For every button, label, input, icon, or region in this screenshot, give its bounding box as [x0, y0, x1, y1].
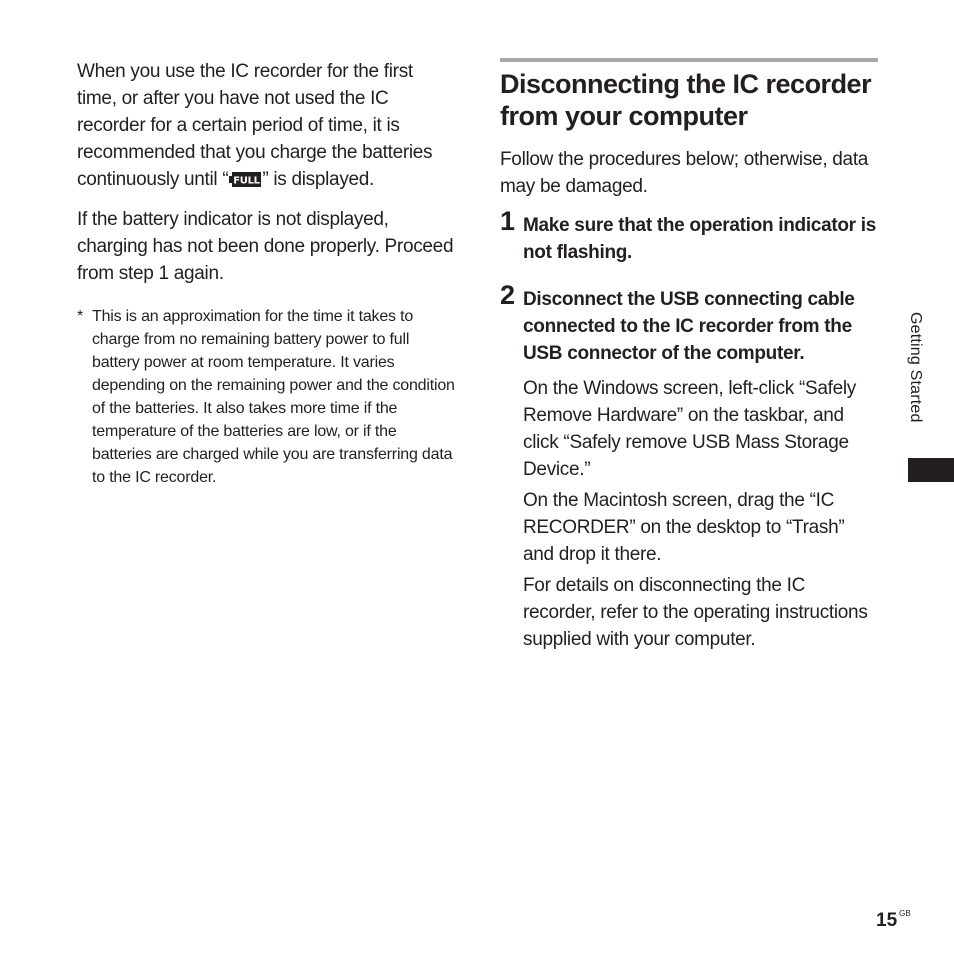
battery-full-icon — [229, 172, 261, 187]
footnote-text: This is an approximation for the time it takes to charge from no remaining battery power to full battery power at room temperature. It varies depending on the remaining power and the condition of the batteries. It also takes more time if the temperature of the batteries are low, or if the batteries are charged while you are transferring data to the IC recorder. — [92, 308, 455, 486]
macintosh-instruction: On the Macintosh screen, drag the “IC RECORDER” on the desktop to “Trash” and drop it there. — [523, 490, 845, 565]
side-tab-marker — [908, 458, 954, 482]
left-column — [77, 58, 457, 489]
intro-paragraph: Follow the procedures below; otherwise, data may be damaged. — [500, 149, 869, 197]
charging-paragraph: When you use the IC recorder for the first time, or after you have not used the IC recorder for a certain period of time, it is recommended that you charge the batteries continuously until “ FULL ” is displayed. — [77, 61, 433, 190]
right-column — [500, 58, 880, 673]
footnote — [77, 305, 457, 489]
section-heading: Disconnecting the IC recorder from your computer — [500, 69, 872, 131]
details-instruction: For details on disconnecting the IC recorder, refer to the operating instructions supplied with your computer. — [523, 575, 868, 650]
step-2 — [500, 280, 880, 653]
windows-instruction: On the Windows screen, left-click “Safely Remove Hardware” on the taskbar, and click “Safely remove USB Mass Storage Device.” — [523, 378, 856, 480]
step-number: 2 — [500, 280, 516, 310]
page-suffix: GB — [899, 909, 911, 918]
step-number: 1 — [500, 206, 516, 236]
step-title: Disconnect the USB connecting cable connected to the IC recorder from the USB connector of the computer. — [523, 289, 855, 364]
heading-rule — [500, 58, 878, 62]
step-1 — [500, 206, 880, 266]
battery-icon-text: FULL — [233, 175, 261, 187]
step-title: Make sure that the operation indicator is not flashing. — [523, 215, 876, 263]
footnote-mark: * — [77, 308, 84, 325]
side-tab-label: Getting Started — [907, 312, 924, 423]
indicator-paragraph: If the battery indicator is not displayed, charging has not been done properly. Proceed from step 1 again. — [77, 209, 454, 284]
page-number: 15 $^{GB}$ — [876, 909, 911, 931]
